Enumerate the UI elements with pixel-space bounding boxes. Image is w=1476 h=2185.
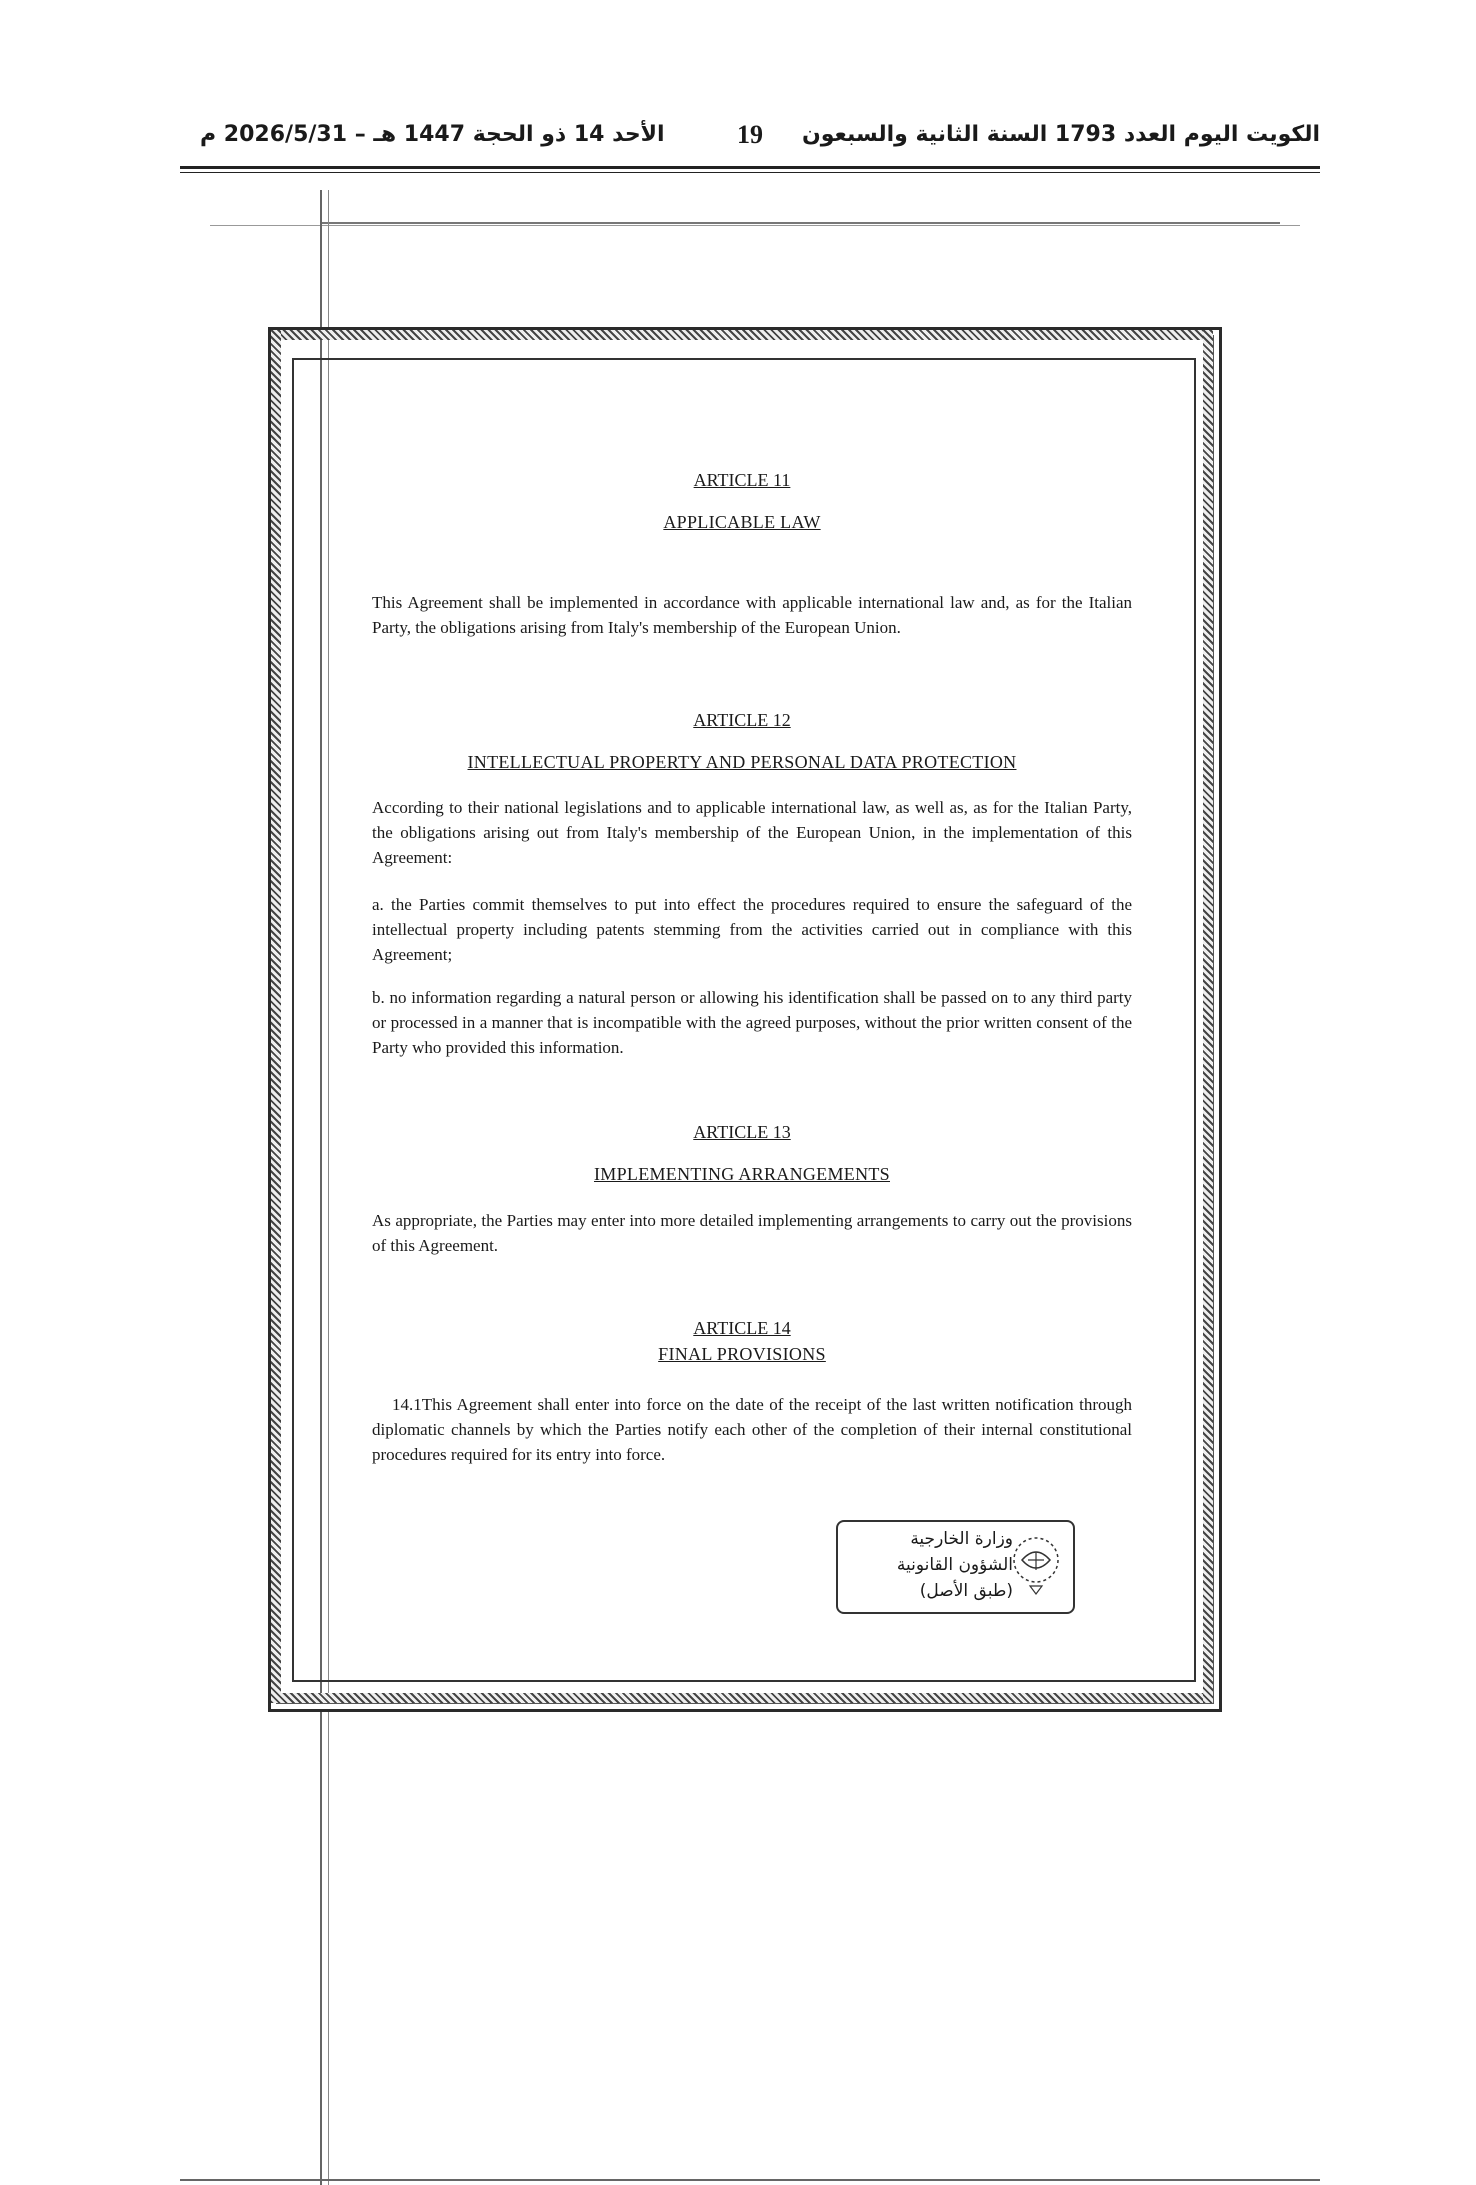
stamp-line-3: (طبق الأصل) <box>919 1581 1013 1601</box>
scan-bottom-edge <box>180 2179 1320 2181</box>
article-13-number: ARTICLE 13 <box>693 1122 791 1142</box>
article-12-title: INTELLECTUAL PROPERTY AND PERSONAL DATA PROTECTION <box>467 752 1017 772</box>
article-12-number: ARTICLE 12 <box>693 710 791 730</box>
scan-line-top <box>320 222 1280 224</box>
article-11-number: ARTICLE 11 <box>693 470 791 490</box>
article-14-number: ARTICLE 14 <box>693 1318 791 1338</box>
article-12-item-a: a. the Parties commit themselves to put into effect the procedures required to ensure the safeguard of the intellectual property including patents stemming from the activities carried out in compliance with this Agreement; <box>372 895 1132 964</box>
article-11-paragraph: This Agreement shall be implemented in accordance with applicable international law and, as for the Italian Party, the obligations arising from Italy's membership of the European Union. <box>372 593 1132 637</box>
frame-border-right <box>1203 330 1213 1703</box>
article-12-item-b: b. no information regarding a natural person or allowing his identification shall be passed on to any third party or processed in a manner that is incompatible with the agreed purposes, without the prior written consent of the Party who provided this information. <box>372 988 1132 1057</box>
article-14-paragraph: 14.1This Agreement shall enter into force on the date of the receipt of the last written notification through diplomatic channels by which the Parties notify each other of the completion of their internal constitutional procedures required for its entry into force. <box>372 1395 1132 1464</box>
article-13-paragraph: As appropriate, the Parties may enter into more detailed implementing arrangements to carry out the provisions of this Agreement. <box>372 1211 1132 1255</box>
frame-border-bottom <box>271 1693 1213 1703</box>
header-date: الأحد 14 ذو الحجة 1447 هـ – 2026/5/31 م <box>200 122 665 147</box>
article-12-intro: According to their national legislations and to applicable international law, as well as, as for the Italian Party, the obligations arising out from Italy's membership of the European Union, in the implementation of this Agreement: <box>372 798 1132 867</box>
emblem-icon <box>1008 1530 1064 1600</box>
article-14-title: FINAL PROVISIONS <box>658 1344 826 1364</box>
stamp-line-2: الشؤون القانونية <box>896 1555 1013 1575</box>
scan-top-edge <box>210 225 1300 226</box>
article-13-title: IMPLEMENTING ARRANGEMENTS <box>593 1164 890 1184</box>
stamp-text <box>897 1526 1013 1604</box>
frame-border-left <box>271 330 281 1703</box>
page-number: 19 <box>737 120 763 149</box>
stamp-line-1: وزارة الخارجية <box>910 1529 1013 1549</box>
ministry-stamp <box>836 1520 1075 1614</box>
gazette-header <box>180 112 1320 162</box>
header-rule-thin <box>180 172 1320 173</box>
frame-border-top <box>271 330 1213 340</box>
header-issue: الكويت اليوم العدد 1793 السنة الثانية والسبعون <box>801 122 1320 147</box>
header-rule-thick <box>180 166 1320 169</box>
article-11-title: APPLICABLE LAW <box>663 512 821 532</box>
